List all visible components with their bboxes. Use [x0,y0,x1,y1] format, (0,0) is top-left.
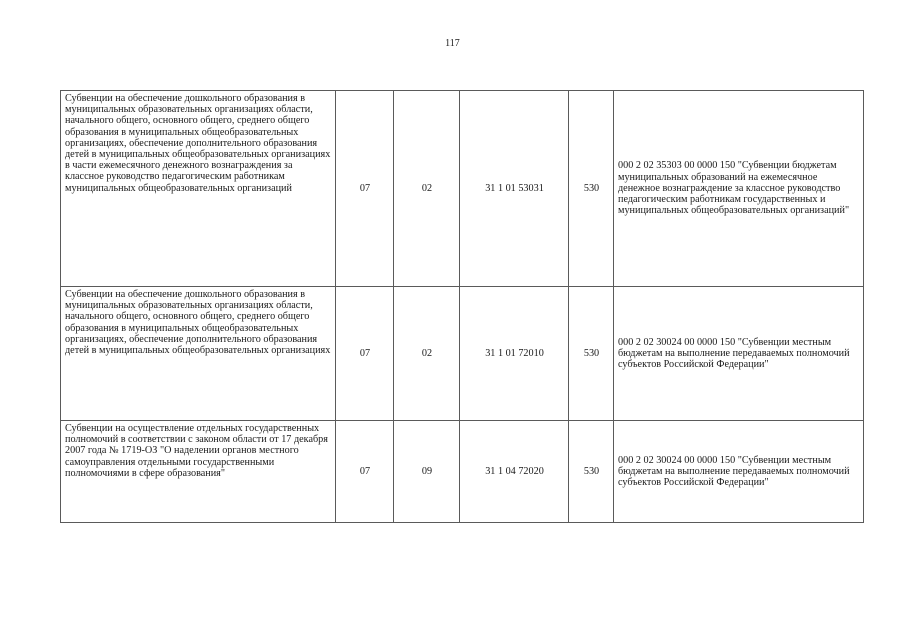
row-expense-type: 530 [569,91,614,287]
row-income-source: 000 2 02 35303 00 0000 150 "Субвенции бюджетам муниципальных образований на ежемесячное денежное вознаграждение за классное руководство педагогическим работникам государственных и муниципальных общеобразовательных организаций" [614,91,864,287]
row-target-article: 31 1 01 53031 [460,91,569,287]
row-expense-type: 530 [569,287,614,421]
table-row [61,91,864,287]
row-subsection: 02 [394,91,460,287]
row-description: Субвенции на обеспечение дошкольного образования в муниципальных образовательных организациях области, начального общего, основного общего, среднего общего образования в муниципальных общеобразовательных организациях, обеспечение дополнительного образования детей в муниципальных общеобразовательных организациях [61,287,336,421]
page-number: 117 [445,38,460,49]
row-description: Субвенции на обеспечение дошкольного образования в муниципальных образовательных организациях области, начального общего, основного общего, среднего общего образования в муниципальных общеобразовательных организациях, обеспечение дополнительного образования детей в муниципальных общеобразовательных организациях в части ежемесячного денежного вознаграждения за классное руководство педагогическим работникам муниципальных общеобразовательных организаций [61,91,336,287]
table-row [61,421,864,523]
row-description: Субвенции на осуществление отдельных государственных полномочий в соответствии с законом области от 17 декабря 2007 года № 1719-ОЗ "О наделении органов местного самоуправления отдельными государственными полномочиями в сфере образования" [61,421,336,523]
row-subsection: 09 [394,421,460,523]
row-income-source: 000 2 02 30024 00 0000 150 "Субвенции местным бюджетам на выполнение передаваемых полномочий субъектов Российской Федерации" [614,287,864,421]
row-section: 07 [336,287,394,421]
budget-table [60,90,864,523]
row-section: 07 [336,421,394,523]
row-income-source: 000 2 02 30024 00 0000 150 "Субвенции местным бюджетам на выполнение передаваемых полномочий субъектов Российской Федерации" [614,421,864,523]
row-section: 07 [336,91,394,287]
row-target-article: 31 1 01 72010 [460,287,569,421]
row-subsection: 02 [394,287,460,421]
row-target-article: 31 1 04 72020 [460,421,569,523]
table-row [61,287,864,421]
row-expense-type: 530 [569,421,614,523]
